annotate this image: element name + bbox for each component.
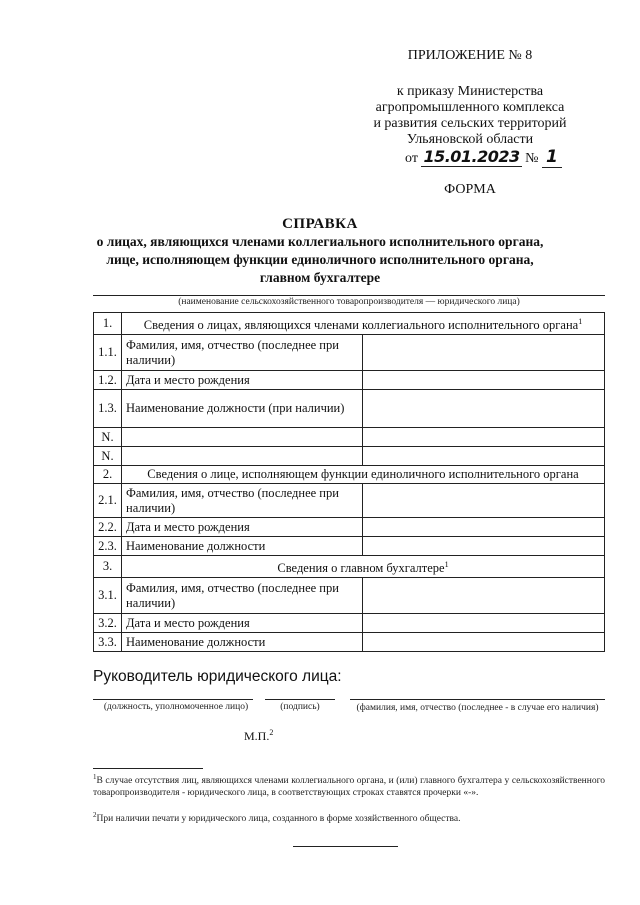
row-label: Наименование должности (при наличии) <box>122 390 363 428</box>
number-prefix: № <box>525 151 539 166</box>
row-number: 2.2. <box>94 518 122 537</box>
section-header-row <box>94 466 605 484</box>
row-number: 1.1. <box>94 335 122 371</box>
footnote-text: При наличии печати у юридического лица, созданного в форме хозяйственного общества. <box>96 814 461 825</box>
table-row <box>94 447 605 466</box>
section-number: 3. <box>94 556 122 578</box>
section-header-row <box>94 313 605 335</box>
row-number: 3.3. <box>94 633 122 652</box>
footnote-ref: 1 <box>444 560 449 570</box>
footnote-separator <box>93 768 203 769</box>
table-row <box>94 537 605 556</box>
stamp-label: М.П. <box>244 729 270 743</box>
date-prefix: от <box>405 151 418 166</box>
row-value[interactable] <box>363 335 605 371</box>
table-row <box>94 578 605 614</box>
row-value[interactable] <box>363 537 605 556</box>
table-row <box>94 390 605 428</box>
signature-line[interactable] <box>265 699 335 700</box>
row-label <box>122 447 363 466</box>
stamp-place <box>244 728 273 744</box>
section-title-text: Сведения о главном бухгалтере <box>277 561 445 576</box>
row-label: Наименование должности <box>122 537 363 556</box>
bottom-rule <box>293 846 398 847</box>
section-1 <box>94 313 605 466</box>
row-value[interactable] <box>363 518 605 537</box>
info-table <box>93 312 605 652</box>
table-row <box>94 371 605 390</box>
order-line-4: Ульяновской области <box>406 132 534 147</box>
table-row <box>94 518 605 537</box>
table-row <box>94 614 605 633</box>
row-label: Фамилия, имя, отчество (последнее при наличии) <box>122 484 363 518</box>
row-label: Фамилия, имя, отчество (последнее при наличии) <box>122 335 363 371</box>
row-number: N. <box>94 447 122 466</box>
row-value[interactable] <box>363 390 605 428</box>
title-line-3: главном бухгалтере <box>259 270 381 285</box>
row-value[interactable] <box>363 578 605 614</box>
row-value[interactable] <box>363 633 605 652</box>
position-line[interactable] <box>93 699 253 700</box>
row-value[interactable] <box>363 371 605 390</box>
row-value[interactable] <box>363 484 605 518</box>
producer-caption: (наименование сельскохозяйственного товаропроизводителя — юридического лица) <box>178 297 520 307</box>
section-title <box>122 313 605 335</box>
row-label: Дата и место рождения <box>122 371 363 390</box>
row-value[interactable] <box>363 428 605 447</box>
table-row <box>94 633 605 652</box>
footnote-ref: 1 <box>578 317 583 326</box>
row-value[interactable] <box>363 614 605 633</box>
order-line-3: и развития сельских территорий <box>373 116 567 131</box>
order-line-2: агропромышленного комплекса <box>375 100 565 115</box>
handwritten-number: 1 <box>542 147 562 168</box>
section-title <box>122 466 605 484</box>
document-title: СПРАВКА <box>282 216 358 232</box>
row-label: Дата и место рождения <box>122 614 363 633</box>
section-title-text: Сведения о лицах, являющихся членами коллегиального исполнительного органа <box>143 318 579 333</box>
section-header-row <box>94 556 605 578</box>
full-name-line[interactable] <box>350 699 605 700</box>
section-number: 2. <box>94 466 122 484</box>
footnote-mark: 1 <box>93 773 97 781</box>
row-number: 2.1. <box>94 484 122 518</box>
row-number: 3.2. <box>94 614 122 633</box>
name-caption: (фамилия, имя, отчество (последнее - в случае его наличия) <box>356 703 599 713</box>
row-label <box>122 428 363 447</box>
producer-name-line <box>93 295 605 296</box>
table-row <box>94 484 605 518</box>
title-line-1: о лицах, являющихся членами коллегиального исполнительного органа, <box>96 234 544 249</box>
table-row <box>94 335 605 371</box>
order-line-1: к приказу Министерства <box>396 84 544 99</box>
section-number: 1. <box>94 313 122 335</box>
head-label: Руководитель юридического лица: <box>93 668 342 685</box>
row-value[interactable] <box>363 447 605 466</box>
table-row <box>94 428 605 447</box>
row-label: Наименование должности <box>122 633 363 652</box>
handwritten-date: 15.01.2023 <box>423 147 520 166</box>
row-number: 2.3. <box>94 537 122 556</box>
order-date-line <box>405 147 562 167</box>
title-line-2: лице, исполняющем функции единоличного исполнительного органа, <box>106 252 534 267</box>
appendix-number: ПРИЛОЖЕНИЕ № 8 <box>407 48 533 63</box>
row-number: N. <box>94 428 122 447</box>
section-title <box>122 556 605 578</box>
footnote-1 <box>93 771 605 799</box>
form-label: ФОРМА <box>444 182 496 197</box>
row-number: 1.2. <box>94 371 122 390</box>
row-number: 3.1. <box>94 578 122 614</box>
section-2 <box>94 466 605 556</box>
footnote-text: В случае отсутствия лиц, являющихся членами коллегиального органа, и (или) главного бухгалтера у сельскохозяйственного товаропроизводителя - юридического лица, в соответствующих строках ставятся прочерки «-». <box>93 776 605 799</box>
section-3 <box>94 556 605 652</box>
position-caption: (должность, уполномоченное лицо) <box>103 702 249 712</box>
section-title-text: Сведения о лице, исполняющем функции единоличного исполнительного органа <box>147 467 579 482</box>
row-number: 1.3. <box>94 390 122 428</box>
row-label: Фамилия, имя, отчество (последнее при наличии) <box>122 578 363 614</box>
row-label: Дата и место рождения <box>122 518 363 537</box>
footnote-2 <box>93 809 605 825</box>
sign-caption: (подпись) <box>280 702 320 712</box>
footnote-ref: 2 <box>269 728 274 737</box>
footnote-mark: 2 <box>93 811 97 819</box>
